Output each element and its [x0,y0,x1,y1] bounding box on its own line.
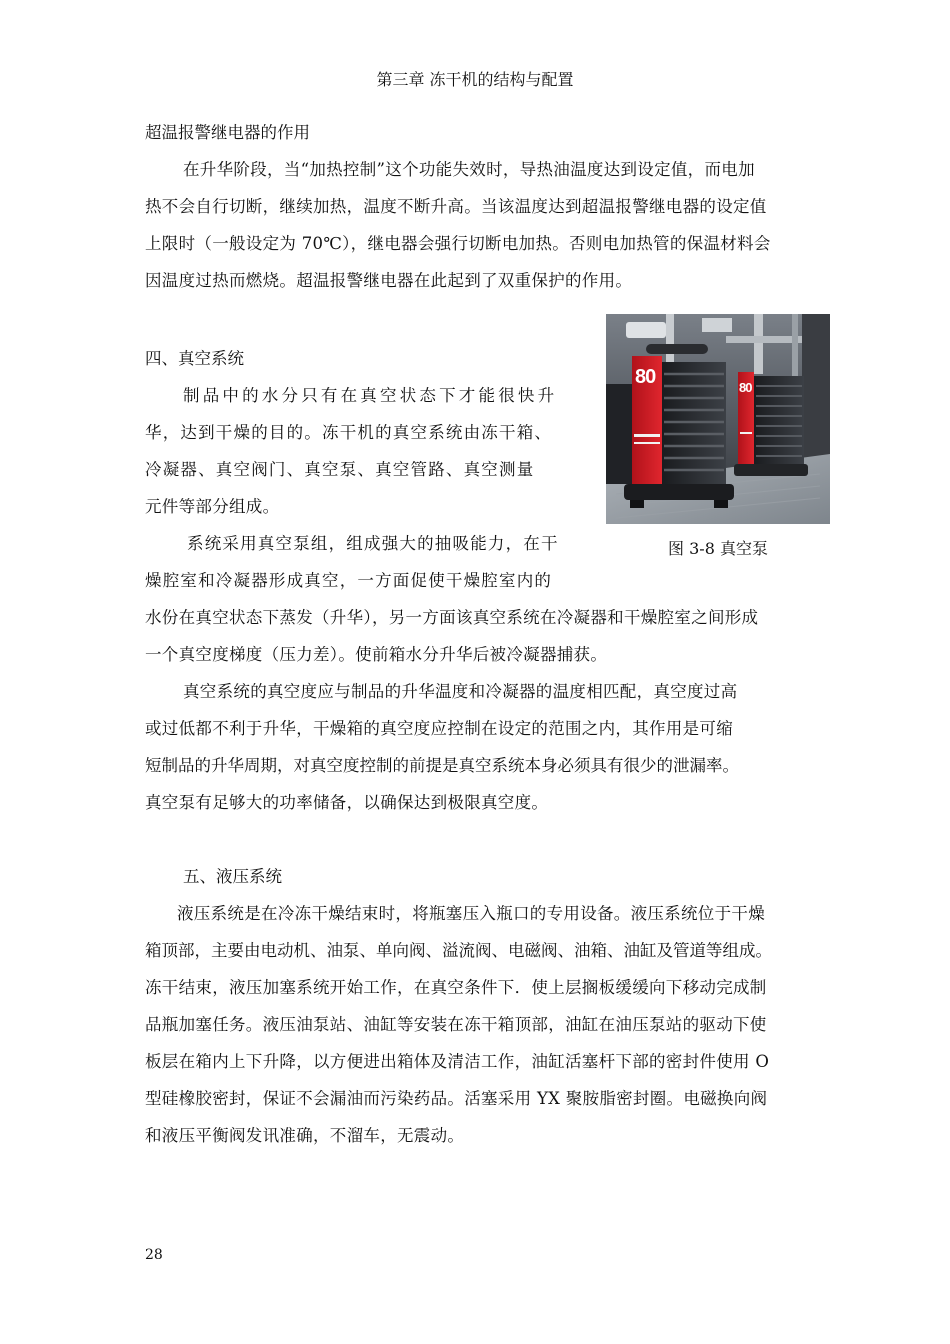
vacuum-p2-line-1: 系统采用真空泵组，组成强大的抽吸能力，在干 [187,534,559,553]
vacuum-pump-photo [606,314,830,524]
hydraulic-line-1: 液压系统是在冷冻干燥结束时，将瓶塞压入瓶口的专用设备。液压系统位于干燥 [177,904,765,923]
vacuum-p3-line-1: 真空系统的真空度应与制品的升华温度和冷凝器的温度相匹配，真空度过高 [183,682,738,701]
vacuum-p1-line-4: 元件等部分组成。 [145,497,280,516]
vacuum-p1-line-1: 制品中的水分只有在真空状态下才能很快升 [183,386,558,405]
figure-caption: 图 3-8 真空泵 [668,539,768,558]
vacuum-p1-line-3: 冷凝器、真空阀门、真空泵、真空管路、真空测量 [145,460,535,479]
vacuum-p3-line-2: 或过低都不利于升华，干燥箱的真空度应控制在设定的范围之内，其作用是可缩 [145,719,733,738]
vacuum-p3-line-3: 短制品的升华周期，对真空度控制的前提是真空系统本身必须具有很少的泄漏率。 [145,756,739,775]
hydraulic-line-6: 型硅橡胶密封，保证不会漏油而污染药品。活塞采用 YX 聚胺脂密封圈。电磁换向阀 [145,1089,768,1108]
alarm-line-2: 热不会自行切断，继续加热，温度不断升高。当该温度达到超温报警继电器的设定值 [145,197,767,216]
alarm-relay-heading: 超温报警继电器的作用 [145,123,310,142]
hydraulic-line-2: 箱顶部，主要由电动机、油泵、单向阀、溢流阀、电磁阀、油箱、油缸及管道等组成。 [145,941,772,960]
hydraulic-line-4: 品瓶加塞任务。液压油泵站、油缸等安装在冻干箱顶部，油缸在油压泵站的驱动下使 [145,1015,767,1034]
vacuum-p2-line-4: 一个真空度梯度（压力差）。使前箱水分升华后被冷凝器捕获。 [145,645,608,664]
vacuum-p1-line-2: 华，达到干燥的目的。冻干机的真空系统由冻干箱、 [145,423,553,442]
hydraulic-line-3: 冻干结束，液压加塞系统开始工作，在真空条件下．使上层搁板缓缓向下移动完成制 [145,978,767,997]
back-pump-label: 80 [739,380,752,395]
alarm-line-3: 上限时（一般设定为 70℃），继电器会强行切断电加热。否则电加热管的保温材料会 [145,234,771,253]
hydraulic-line-5: 板层在箱内上下升降，以方便进出箱体及清洁工作，油缸活塞杆下部的密封件使用 O [145,1052,770,1071]
vacuum-system-heading: 四、真空系统 [145,349,244,368]
vacuum-p2-line-2: 燥腔室和冷凝器形成真空，一方面促使干燥腔室内的 [145,571,553,590]
vacuum-p3-line-4: 真空泵有足够大的功率储备，以确保达到极限真空度。 [145,793,549,812]
page-number: 28 [145,1247,163,1263]
vacuum-p2-line-3: 水份在真空状态下蒸发（升华），另一方面该真空系统在冷凝器和干燥腔室之间形成 [145,608,759,627]
alarm-line-4: 因温度过热而燃烧。超温报警继电器在此起到了双重保护的作用。 [145,271,633,290]
hydraulic-line-7: 和液压平衡阀发讯准确，不溜车，无震动。 [145,1126,465,1145]
alarm-line-1: 在升华阶段，当“加热控制”这个功能失效时，导热油温度达到设定值，而电加 [183,160,755,179]
front-pump-label: 80 [635,366,656,388]
chapter-header: 第三章 冻干机的结构与配置 [376,70,574,89]
hydraulic-system-heading: 五、液压系统 [183,867,282,886]
